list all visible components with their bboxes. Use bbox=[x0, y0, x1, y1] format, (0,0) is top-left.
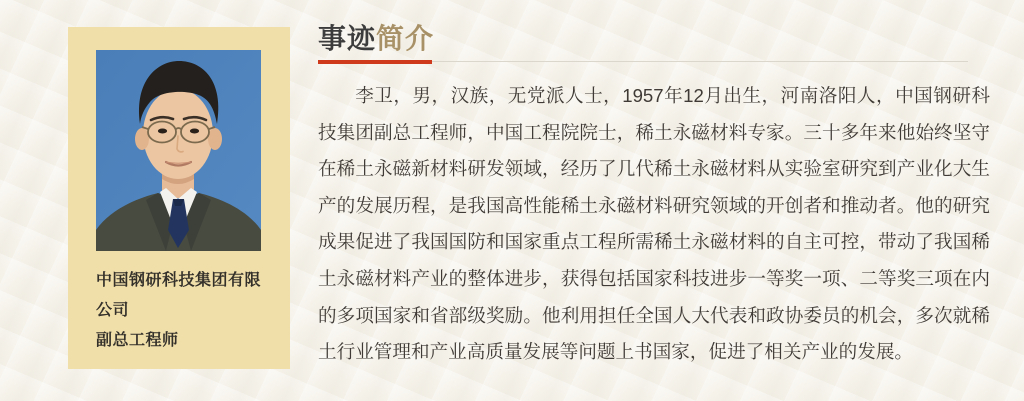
heading-accent-bar bbox=[318, 60, 432, 64]
organization-name: 中国钢研科技集团有限公司 bbox=[96, 272, 262, 319]
job-title: 副总工程师 bbox=[96, 332, 179, 349]
heading-primary-text: 事迹 bbox=[318, 23, 377, 54]
portrait-photo bbox=[96, 50, 261, 251]
bio-section bbox=[318, 22, 990, 371]
section-heading bbox=[318, 22, 968, 62]
heading-secondary-text: 简介 bbox=[376, 23, 435, 54]
profile-card bbox=[68, 27, 290, 369]
portrait-illustration bbox=[96, 50, 261, 251]
photo-caption bbox=[96, 266, 262, 356]
bio-paragraph: 李卫，男，汉族，无党派人士，1957年12月出生，河南洛阳人，中国钢研科技集团副总工程师，中国工程院院士，稀土永磁材料专家。三十多年来他始终坚守在稀土永磁新材料研发领域，经历了几代稀土永磁材料从实验室研究到产业化大生产的发展历程，是我国高性能稀土永磁材料研究领域的开创者和推动者。他的研究成果促进了我国国防和国家重点工程所需稀土永磁材料的自主可控，带动了我国稀土永磁材料产业的整体进步，获得包括国家科技进步一等奖一项、二等奖三项在内的多项国家和省部级奖励。他利用担任全国人大代表和政协委员的机会，多次就稀土行业管理和产业高质量发展等问题上书国家，促进了相关产业的发展。 bbox=[318, 85, 990, 363]
